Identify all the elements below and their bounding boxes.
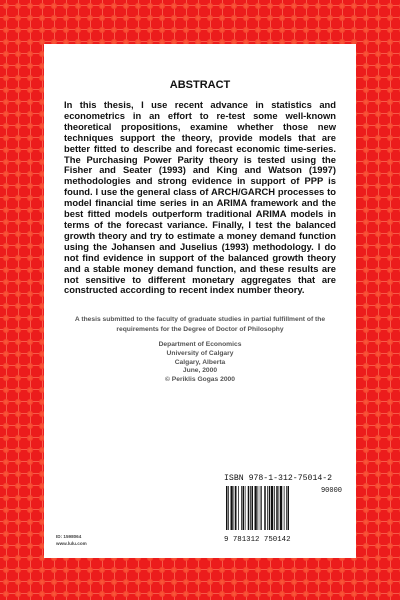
barcode-bar <box>280 486 282 530</box>
barcode-bar <box>269 486 271 530</box>
barcode-bar <box>260 486 261 530</box>
barcode-bar <box>226 486 228 530</box>
thesis-note: A thesis submitted to the faculty of graduate studies in partial fulfillment of the requirements for the Degree of Doctor of Philosophy <box>74 316 326 333</box>
abstract-body: In this thesis, I use recent advance in statistics and econometrics in an effort to re-test some well-known theoretical propositions, examine whether those new techniques support the theory, provide models that are better fitted to describe and forecast economic time-series. The Purchasing Power Parity theory is tested using the Fisher and Seater (1993) and King and Watson (1997) methodologies and strong evidence in support of PPP is found. I use the general class of ARCH/GARCH processes to model financial time series in an ARIMA framework and the best fitted models outperform traditional ARIMA models in terms of the forecast variance. Finally, I test the balanced growth theory and try to estimate a money demand function using the Johansen and Juselius (1993) methodology. I do not find evidence in support of the balanced growth theory and a stable money demand function, and these results are not sensitive to different monetary aggregates that are constructed according to recent index number theory. <box>64 99 336 296</box>
barcode-bar <box>255 486 257 530</box>
barcode-bar <box>288 486 290 530</box>
barcode-bar <box>231 486 233 530</box>
barcode-bar <box>284 486 285 530</box>
barcode-bar <box>261 486 262 530</box>
barcode-bar <box>286 486 287 530</box>
barcode-image <box>224 486 314 532</box>
date: June, 2000 <box>182 367 218 375</box>
copyright: © Periklis Gogas 2000 <box>165 376 235 384</box>
barcode-bar <box>238 486 239 530</box>
barcode-bar <box>228 486 229 530</box>
barcode-bar <box>279 486 280 530</box>
barcode-bar <box>271 486 273 530</box>
isbn-text: ISBN 978-1-312-75014-2 <box>224 474 333 483</box>
location: Calgary, Alberta <box>174 358 226 366</box>
barcode-bar <box>241 486 242 530</box>
department-block <box>44 341 356 385</box>
department-name: Department of Economics <box>158 341 242 348</box>
barcode-bar <box>235 486 237 530</box>
abstract-title: ABSTRACT <box>169 79 231 91</box>
barcode-bar <box>276 486 278 530</box>
barcode-bar <box>248 486 250 530</box>
barcode-bar <box>245 486 246 530</box>
price-code: 90000 <box>320 487 342 495</box>
barcode-bar <box>243 486 245 530</box>
barcode-bar <box>252 486 254 530</box>
barcode-bar <box>250 486 251 530</box>
barcode-bar <box>258 486 259 530</box>
barcode-digits: 9 781312 750142 <box>224 536 291 544</box>
publisher-url: www.lulu.com <box>56 541 87 546</box>
barcode-bar <box>264 486 266 530</box>
university-name: University of Calgary <box>166 349 234 357</box>
barcode-block <box>224 474 342 544</box>
white-content-panel <box>44 44 356 558</box>
barcode-bar <box>234 486 235 530</box>
barcode-bar <box>267 486 268 530</box>
barcode-bar <box>274 486 275 530</box>
publisher-id: ID: 1598064 <box>56 534 82 539</box>
